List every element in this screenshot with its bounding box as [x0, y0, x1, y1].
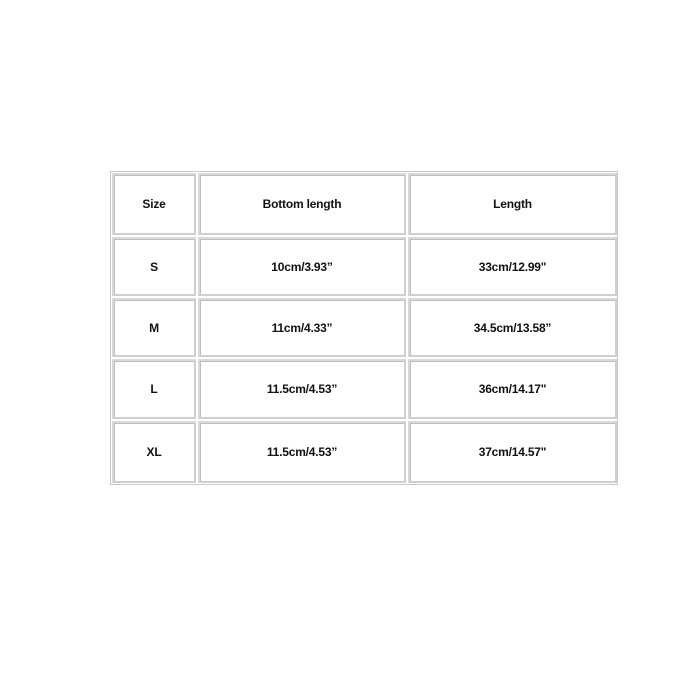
cell-bottom-length: 11.5cm/4.53”	[198, 359, 406, 419]
cell-length: 37cm/14.57"	[408, 421, 617, 483]
cell-bottom-length: 10cm/3.93”	[198, 237, 406, 296]
header-size: Size	[112, 173, 196, 235]
cell-length: 34.5cm/13.58”	[408, 298, 617, 357]
cell-size: L	[112, 359, 196, 419]
cell-size: XL	[112, 421, 196, 483]
cell-size: S	[112, 237, 196, 296]
cell-bottom-length: 11.5cm/4.53”	[198, 421, 406, 483]
header-bottom-length: Bottom length	[198, 173, 406, 235]
cell-length: 33cm/12.99"	[408, 237, 617, 296]
cell-length: 36cm/14.17"	[408, 359, 617, 419]
cell-size: M	[112, 298, 196, 357]
size-chart-table	[110, 171, 618, 485]
cell-bottom-length: 11cm/4.33”	[198, 298, 406, 357]
header-length: Length	[408, 173, 617, 235]
